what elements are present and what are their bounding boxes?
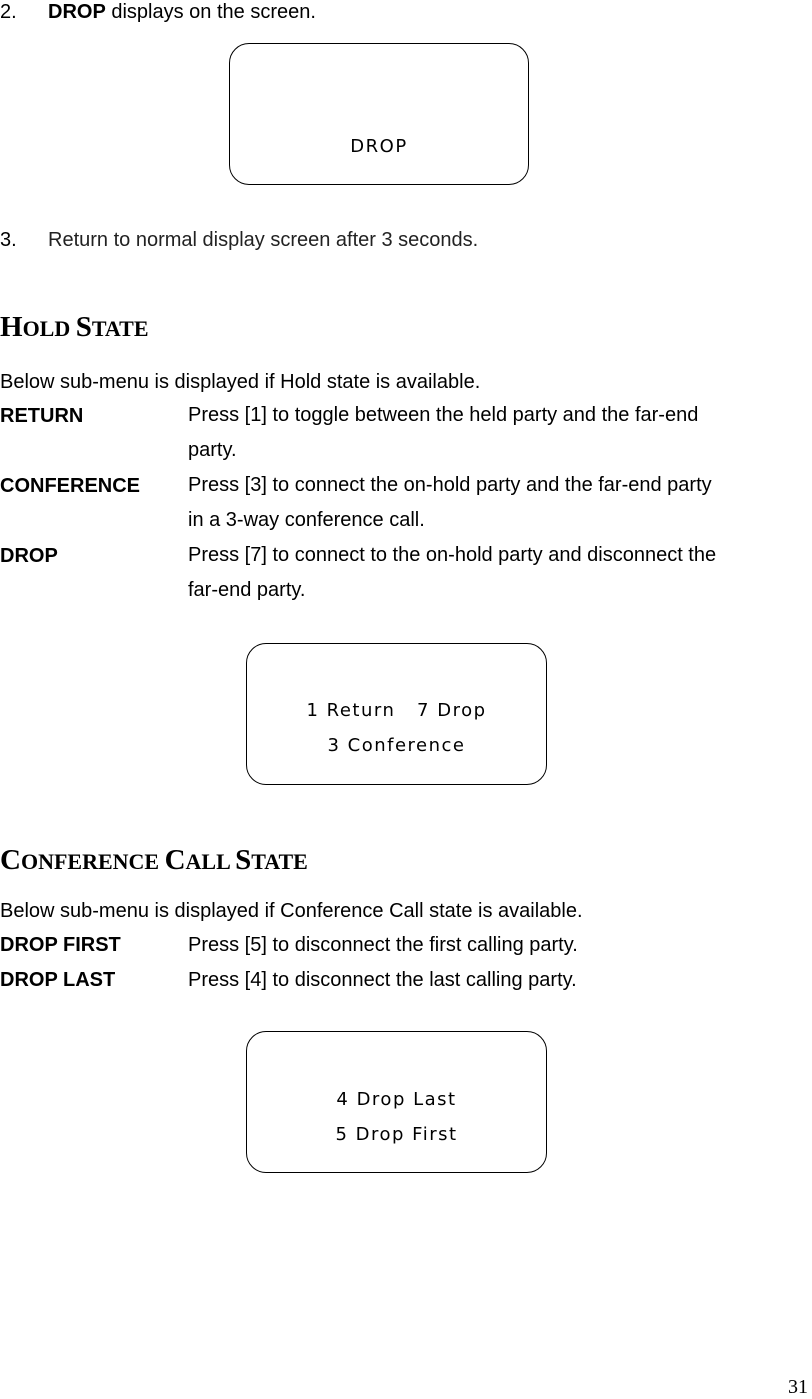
conference-item-term: DROP LAST (0, 969, 116, 991)
conference-lcd-line-2: 5 Drop First (335, 1124, 458, 1145)
step-2-desc: displays on the screen. (105, 1, 316, 23)
conference-lcd-line-1: 4 Drop Last (336, 1089, 457, 1110)
hold-item-desc: Press [7] to connect to the on-hold party and disconnect the far-end party. (188, 544, 717, 601)
hold-item-term: RETURN (0, 405, 84, 427)
drop-lcd-line-1: DROP (350, 136, 408, 157)
conference-state-heading: CONFERENCE CALL STATE (0, 844, 308, 876)
conference-item-desc: Press [5] to disconnect the first calling party. (188, 934, 578, 956)
hold-item-term: DROP (0, 545, 58, 567)
hold-item-term: CONFERENCE (0, 475, 141, 497)
conference-item-term: DROP FIRST (0, 934, 121, 956)
hold-lcd-line-2: 3 Conference (327, 735, 466, 756)
page-number: 31 (788, 1376, 808, 1398)
conference-state-intro: Below sub-menu is displayed if Conference Call state is available. (0, 900, 583, 922)
step-3-text: Return to normal display screen after 3 seconds. (48, 229, 479, 251)
hold-lcd-screen (246, 643, 547, 785)
drop-lcd-screen (229, 43, 529, 185)
hold-lcd-line-1: 1 Return 7 Drop (306, 700, 487, 721)
conference-item-desc: Press [4] to disconnect the last calling party. (188, 969, 577, 991)
step-2-keyword: DROP (48, 1, 106, 23)
hold-state-intro: Below sub-menu is displayed if Hold state is available. (0, 371, 481, 393)
conference-lcd-screen (246, 1031, 547, 1173)
hold-state-heading: HOLD STATE (0, 311, 149, 343)
step-2-number: 2. (0, 1, 17, 23)
step-3-number: 3. (0, 229, 17, 251)
step-2-text (48, 0, 316, 24)
hold-item-desc: Press [3] to connect the on-hold party and the far-end party in a 3-way conference call. (188, 474, 712, 531)
hold-item-desc: Press [1] to toggle between the held party and the far-end party. (188, 404, 699, 461)
